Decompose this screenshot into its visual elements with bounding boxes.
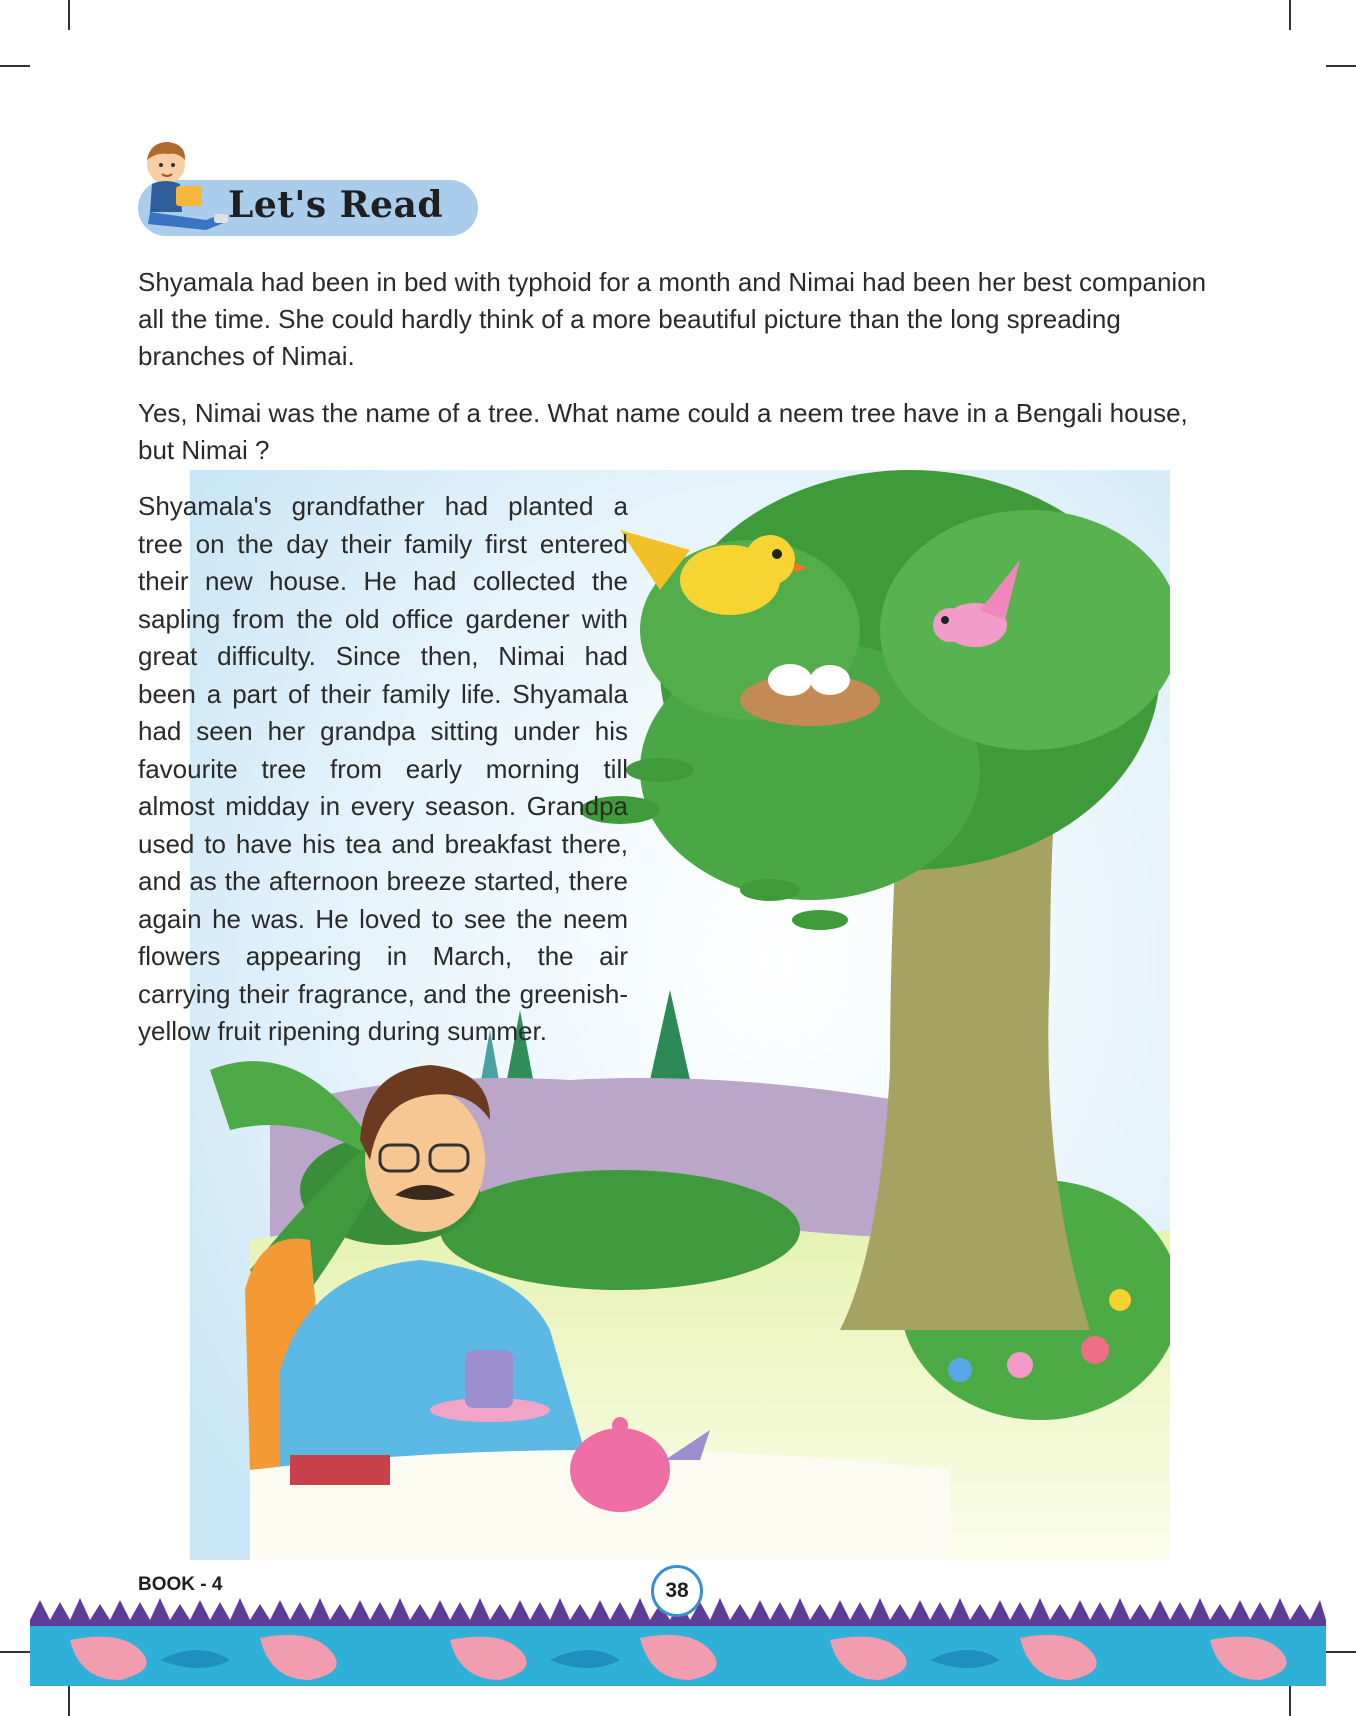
- crop-mark: [0, 1651, 30, 1653]
- paragraph-3: Shyamala's grandfather had planted a tree on the day their family first entered their new house. He had collected the sapling from the old office gardener with great difficulty. Since then, Nimai had been a part of their family life. Shyamala had seen her grandpa sitting under his favourite tree from early morning till almost midday in every season. Grandpa used to have his tea and breakfast there, and as the afternoon breeze started, there again he was. He loved to see the neem flowers appearing in March, the air carrying their fragrance, and the greenish-yellow fruit ripening during summer.: [138, 491, 628, 1046]
- crop-mark: [1289, 0, 1291, 30]
- section-title: Let's Read: [228, 184, 443, 226]
- crop-mark: [1289, 1686, 1291, 1716]
- crop-mark: [1326, 65, 1356, 67]
- paragraph-1: Shyamala had been in bed with typhoid for a month and Nimai had been her best companion all the time. She could hardly think of a more beautiful picture than the long spreading branches of Nimai.: [138, 267, 1207, 371]
- page-number: 38: [651, 1565, 703, 1617]
- crop-mark: [0, 65, 30, 67]
- crop-mark: [1326, 1651, 1356, 1653]
- reading-boy-icon: [136, 134, 231, 234]
- book-label: BOOK - 4: [138, 1574, 223, 1595]
- crop-mark: [68, 1686, 70, 1716]
- paragraph-2: Yes, Nimai was the name of a tree. What name could a neem tree have in a Bengali house, but Nimai ?: [138, 398, 1188, 465]
- crop-mark: [68, 0, 70, 30]
